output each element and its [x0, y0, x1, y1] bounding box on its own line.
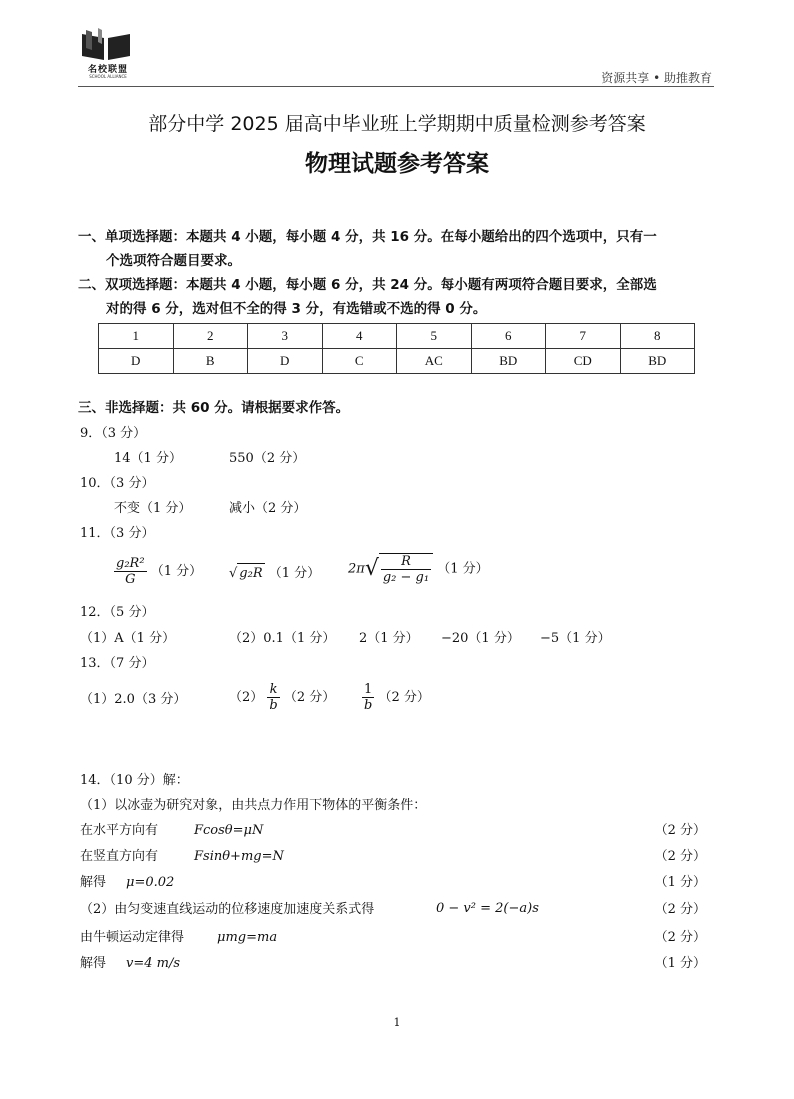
fraction-denominator: G: [125, 572, 136, 587]
q13-answer2: [229, 682, 335, 713]
table-cell: D: [99, 349, 174, 374]
q13-answer1: （1）2.0（3 分）: [80, 692, 187, 707]
table-row-numbers: [99, 324, 695, 349]
subject-title: 物理试题参考答案: [305, 151, 489, 177]
section2-line2: 对的得 6 分，选对但不全的得 3 分，有选错或不选的得 0 分。: [106, 301, 487, 317]
q11-points3: （1 分）: [437, 561, 489, 577]
section1-line2: 个选项符合题目要求。: [106, 253, 241, 269]
q14-row-formula: Fsinθ+mg=N: [194, 849, 284, 864]
q12-answer4: −20（1 分）: [441, 631, 520, 646]
sqrt-content: g₂R: [237, 563, 264, 584]
q13-part2-label: （2）: [229, 690, 264, 705]
q9-answer1: 14（1 分）: [114, 451, 182, 466]
page-number: 1: [393, 1016, 401, 1029]
q14-row-text: 在水平方向有: [80, 823, 159, 838]
q14-row-points: （1 分）: [654, 875, 706, 890]
q14-row-points: （2 分）: [654, 930, 706, 945]
section3-heading: 三、非选择题：共 60 分。请根据要求作答。: [78, 400, 350, 416]
section1-line1: 一、单项选择题：本题共 4 小题，每小题 4 分，共 16 分。在每小题给出的四个选项中，只有一: [78, 229, 657, 245]
table-cell: 7: [546, 324, 621, 349]
book-logo-icon: [78, 28, 134, 62]
q13-points2: （2 分）: [283, 690, 336, 705]
q12-answer1: （1）A（1 分）: [80, 631, 176, 646]
logo-text: 名校联盟: [87, 65, 128, 75]
q12-label: 12．（5 分）: [80, 605, 155, 620]
q13-label: 13．（7 分）: [80, 656, 155, 671]
table-cell: B: [173, 349, 248, 374]
q14-row-points: （2 分）: [654, 823, 706, 838]
q12-answer2: （2）0.1（1 分）: [229, 631, 336, 646]
table-cell: D: [248, 349, 323, 374]
logo-subtext: SCHOOL ALLIANCE: [89, 74, 127, 79]
fraction-denominator: b: [364, 698, 373, 713]
q10-label: 10．（3 分）: [80, 476, 155, 491]
q14-row-formula: μmg=ma: [217, 930, 278, 945]
q14-part1: （1）以冰壶为研究对象，由共点力作用下物体的平衡条件：: [80, 798, 427, 813]
q11-formula1: [114, 556, 202, 587]
table-cell: CD: [546, 349, 621, 374]
q12-answer3: 2（1 分）: [359, 631, 419, 646]
q14-label: 14．（10 分）解：: [80, 773, 189, 788]
fraction-numerator: R: [381, 554, 431, 570]
q9-answer2: 550（2 分）: [229, 451, 306, 466]
q10-answer2: 减小（2 分）: [229, 501, 307, 516]
q14-row-text: 由牛顿运动定律得: [80, 930, 185, 945]
q14-row-formula: Fcosθ=μN: [194, 823, 264, 838]
q14-row-formula: v=4 m/s: [126, 956, 181, 971]
formula-prefix: 2π: [348, 561, 365, 577]
table-cell: BD: [471, 349, 546, 374]
fraction-numerator: k: [267, 682, 279, 698]
header-slogan: 资源共享 • 助推教育: [601, 71, 712, 85]
q14-row-text: 在竖直方向有: [80, 849, 159, 864]
table-cell: 4: [322, 324, 397, 349]
header-divider: [78, 86, 714, 87]
table-cell: BD: [620, 349, 695, 374]
q14-row-points: （2 分）: [654, 849, 706, 864]
q13-points3: （2 分）: [378, 690, 430, 705]
sqrt-icon: √: [229, 566, 238, 581]
q14-row-formula: μ=0.02: [126, 875, 175, 890]
q10-answer1: 不变（1 分）: [114, 501, 192, 516]
q11-label: 11．（3 分）: [80, 526, 155, 541]
exam-title: 部分中学 2025 届高中毕业班上学期期中质量检测参考答案: [148, 113, 646, 135]
q11-points1: （1 分）: [150, 564, 203, 579]
table-cell: 6: [471, 324, 546, 349]
q13-answer3: [362, 682, 430, 713]
q14-row-text: （2）由匀变速直线运动的位移速度加速度关系式得: [80, 902, 375, 917]
table-cell: 3: [248, 324, 323, 349]
table-cell: C: [322, 349, 397, 374]
q14-row-points: （2 分）: [654, 902, 706, 917]
section2-line1: 二、双项选择题：本题共 4 小题，每小题 6 分，共 24 分。每小题有两项符合题目要求，全部选: [78, 277, 657, 293]
fraction-denominator: b: [269, 698, 278, 713]
q12-answer5: −5（1 分）: [540, 631, 611, 646]
sqrt-icon: √: [364, 556, 379, 581]
table-row-answers: [99, 349, 695, 374]
q14-row-text: 解得: [80, 875, 107, 890]
q14-row-formula: 0 − v² = 2(−a)s: [436, 901, 539, 916]
table-cell: 2: [173, 324, 248, 349]
q11-formula3: [348, 553, 489, 585]
q11-formula2: [229, 563, 320, 584]
table-cell: 8: [620, 324, 695, 349]
table-cell: AC: [397, 349, 472, 374]
table-cell: 1: [99, 324, 174, 349]
table-cell: 5: [397, 324, 472, 349]
fraction-numerator: 1: [362, 682, 374, 698]
q14-row-text: 解得: [80, 956, 107, 971]
answer-table: [98, 323, 695, 374]
fraction-denominator: g₂ − g₁: [382, 570, 430, 585]
q9-label: 9．（3 分）: [80, 426, 147, 441]
fraction-numerator: g₂R²: [116, 556, 145, 571]
q14-row-points: （1 分）: [654, 956, 706, 971]
q11-points2: （1 分）: [268, 566, 321, 581]
